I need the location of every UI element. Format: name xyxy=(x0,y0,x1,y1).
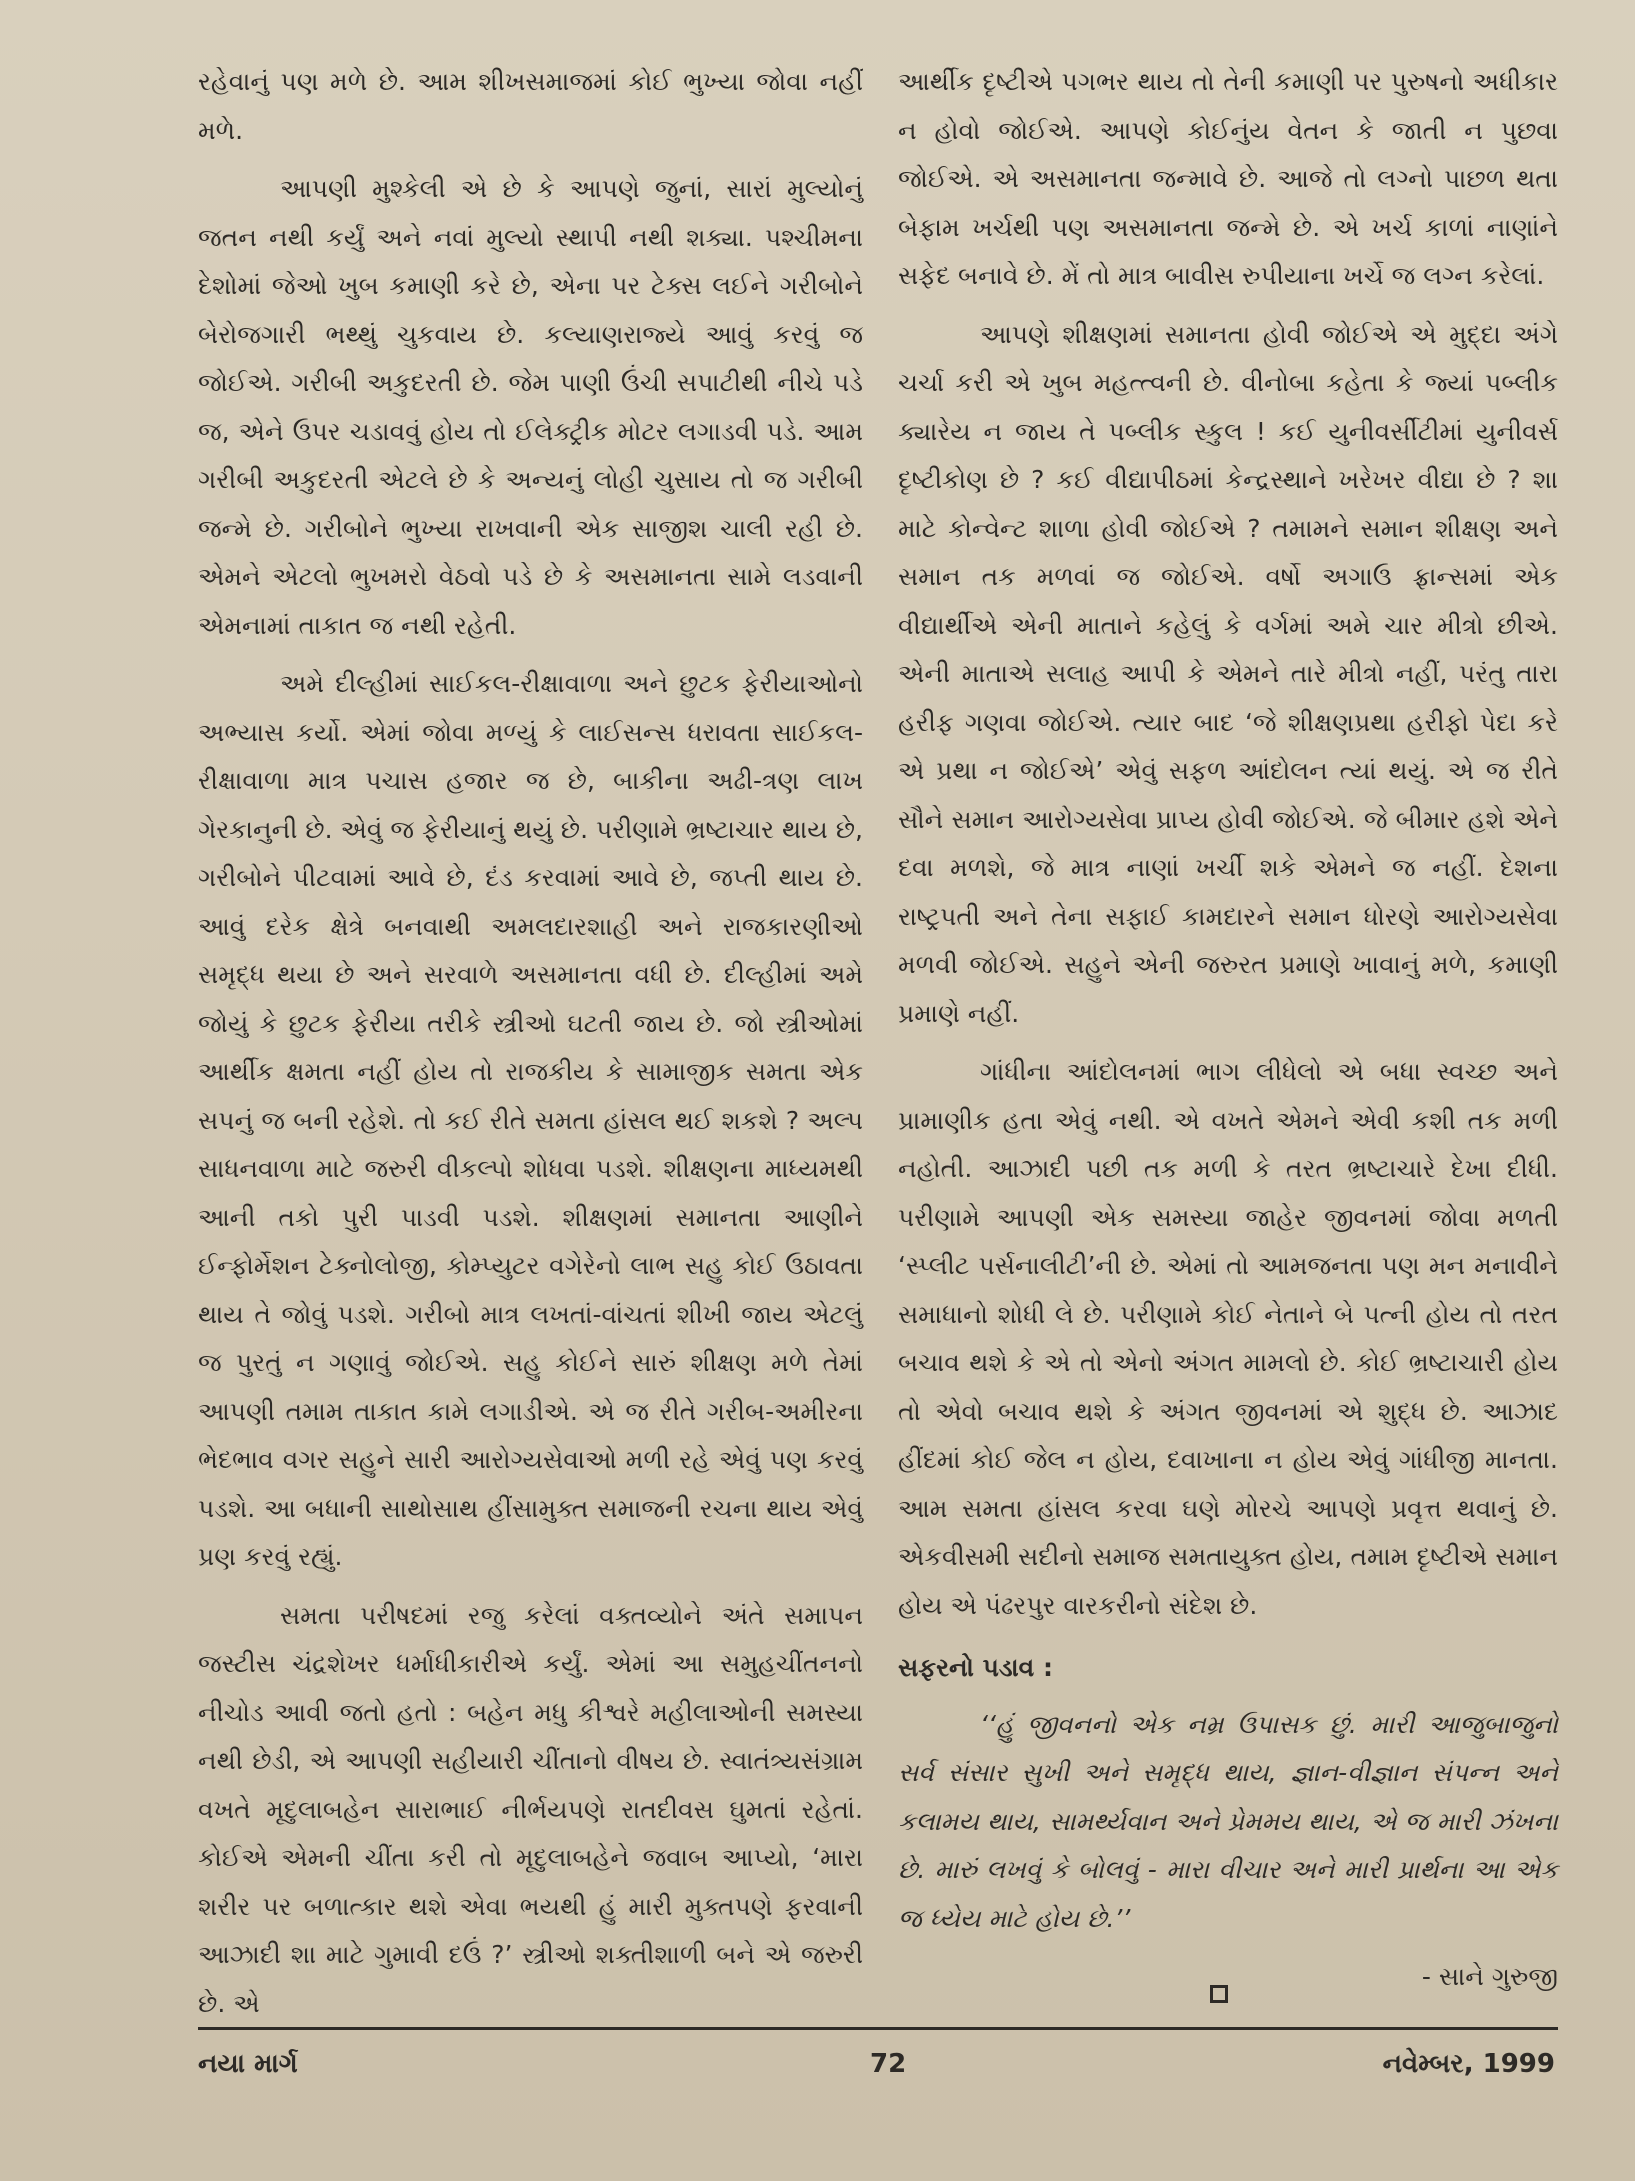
end-of-article-square-icon xyxy=(1210,1985,1228,2003)
footer-divider xyxy=(198,2027,1558,2030)
magazine-name: નયા માર્ગ xyxy=(198,2049,298,2079)
quote: ‘‘હું જીવનનો એક નમ્ર ઉપાસક છું. મારી આજુબાજુનો સર્વ સંસાર સુખી અને સમૃદ્ધ થાય, જ્ઞાન-વીજ્ઞાન સંપન્ન અને કલામય થાય, સામર્થ્યવાન અને પ્રેમમય થાય, એ જ મારી ઝંખના છે. મારું લખવું કે બોલવું - મારા વીચાર અને મારી પ્રાર્થના આ એક જ ધ્યેય માટે હોય છે.’’ xyxy=(898,1709,1558,1933)
left-column xyxy=(198,58,863,2028)
paragraph: અમે દીલ્હીમાં સાઈકલ-રીક્ષાવાળા અને છુટક ફેરીયાઓનો અભ્યાસ કર્યો. એમાં જોવા મળ્યું કે લાઈસન્સ ધરાવતા સાઈકલ-રીક્ષાવાળા માત્ર પચાસ હજાર જ છે, બાકીના અઢી-ત્રણ લાખ ગેરકાનુની છે. એવું જ ફેરીયાનું થયું છે. પરીણામે ભ્રષ્ટાચાર થાય છે, ગરીબોને પીટવામાં આવે છે, દંડ કરવામાં આવે છે, જપ્તી થાય છે. આવું દરેક ક્ષેત્રે બનવાથી અમલદારશાહી અને રાજકારણીઓ સમૃદ્ધ થયા છે અને સરવાળે અસમાનતા વધી છે. દીલ્હીમાં અમે જોયું કે છુટક ફેરીયા તરીકે સ્ત્રીઓ ઘટતી જાય છે. જો સ્ત્રીઓમાં આર્થીક ક્ષમતા નહીં હોય તો રાજકીય કે સામાજીક સમતા એક સપનું જ બની રહેશે. તો કઈ રીતે સમતા હાંસલ થઈ શકશે ? અલ્પ સાધનવાળા માટે જરુરી વીકલ્પો શોધવા પડશે. શીક્ષણના માધ્યમથી આની તકો પુરી પાડવી પડશે. શીક્ષણમાં સમાનતા આણીને ઈન્ફોર્મેશન ટેક્નોલોજી, કોમ્પ્યુટર વગેરેનો લાભ સહુ કોઈ ઉઠાવતા થાય તે જોવું પડશે. ગરીબો માત્ર લખતાં-વાંચતાં શીખી જાય એટલું જ પુરતું ન ગણાવું જોઈએ. સહુ કોઈને સારું શીક્ષણ મળે તેમાં આપણી તમામ તાકાત કામે લગાડીએ. એ જ રીતે ગરીબ-અમીરના ભેદભાવ વગર સહુને સારી આરોગ્યસેવાઓ મળી રહે એવું પણ કરવું પડશે. આ બધાની સાથોસાથ હીંસામુક્ત સમાજની રચના થાય એવું પ્રણ કરવું રહ્યું. xyxy=(198,669,863,1571)
page-number: 72 xyxy=(870,2049,907,2079)
quote-author: - સાને ગુરુજી xyxy=(1421,1962,1558,1991)
paragraph: આર્થીક દૃષ્ટીએ પગભર થાય તો તેની કમાણી પર પુરુષનો અધીકાર ન હોવો જોઈએ. આપણે કોઈનુંય વેતન કે જાતી ન પુછવા જોઈએ. એ અસમાનતા જન્માવે છે. આજે તો લગ્નો પાછળ થતા બેફામ ખર્ચથી પણ અસમાનતા જન્મે છે. એ ખર્ચ કાળાં નાણાંને સફેદ બનાવે છે. મેં તો માત્ર બાવીસ રુપીયાના ખર્ચે જ લગ્ન કરેલાં. xyxy=(898,67,1558,290)
section-heading: સફરનો પડાવ : xyxy=(898,1653,1053,1682)
paragraph: રહેવાનું પણ મળે છે. આમ શીખસમાજમાં કોઈ ભુખ્યા જોવા નહીં મળે. xyxy=(198,67,863,145)
right-column xyxy=(898,58,1558,2002)
paragraph: સમતા પરીષદમાં રજુ કરેલાં વક્તવ્યોને અંતે સમાપન જસ્ટીસ ચંદ્રશેખર ધર્માધીકારીએ કર્યું. એમાં આ સમુહચીંતનનો નીચોડ આવી જતો હતો : બહેન મધુ કીશ્વરે મહીલાઓની સમસ્યા નથી છેડી, એ આપણી સહીયારી ચીંતાનો વીષય છે. સ્વાતંત્ર્યસંગ્રામ વખતે મૃદુલાબહેન સારાભાઈ નીર્ભયપણે રાતદીવસ ઘુમતાં રહેતાં. કોઈએ એમની ચીંતા કરી તો મૃદુલાબહેને જવાબ આપ્યો, ‘મારા શરીર પર બળાત્કાર થશે એવા ભયથી હું મારી મુક્તપણે ફરવાની આઝાદી શા માટે ગુમાવી દઉં ?’ સ્ત્રીઓ શક્તીશાળી બને એ જરુરી છે. એ xyxy=(198,1600,863,2018)
paragraph: આપણે શીક્ષણમાં સમાનતા હોવી જોઈએ એ મુદ્દા અંગે ચર્ચા કરી એ ખુબ મહત્ત્વની છે. વીનોબા કહેતા કે જ્યાં પબ્લીક ક્યારેય ન જાય તે પબ્લીક સ્કુલ ! કઈ યુનીવર્સીટીમાં યુનીવર્સ દૃષ્ટીકોણ છે ? કઈ વીદ્યાપીઠમાં કેન્દ્રસ્થાને ખરેખર વીદ્યા છે ? શા માટે કોન્વેન્ટ શાળા હોવી જોઈએ ? તમામને સમાન શીક્ષણ અને સમાન તક મળવાં જ જોઈએ. વર્ષો અગાઉ ફ્રાન્સમાં એક વીદ્યાર્થીએ એની માતાને કહેલું કે વર્ગમાં અમે ચાર મીત્રો છીએ. એની માતાએ સલાહ આપી કે એમને તારે મીત્રો નહીં, પરંતુ તારા હરીફ ગણવા જોઈએ. ત્યાર બાદ ‘જે શીક્ષણપ્રથા હરીફો પેદા કરે એ પ્રથા ન જોઈએ’ એવું સફળ આંદોલન ત્યાં થયું. એ જ રીતે સૌને સમાન આરોગ્યસેવા પ્રાપ્ય હોવી જોઈએ. જે બીમાર હશે એને દવા મળશે, જે માત્ર નાણાં ખર્ચી શકે એમને જ નહીં. દેશના રાષ્ટ્રપતી અને તેના સફાઈ કામદારને સમાન ધોરણે આરોગ્યસેવા મળવી જોઈએ. સહુને એની જરુરત પ્રમાણે ખાવાનું મળે, કમાણી પ્રમાણે નહીં. xyxy=(898,319,1558,1028)
issue-date: નવેમ્બર, 1999 xyxy=(1382,2049,1555,2079)
paragraph: આપણી મુશ્કેલી એ છે કે આપણે જુનાં, સારાં મુલ્યોનું જતન નથી કર્યું અને નવાં મુલ્યો સ્થાપી નથી શક્યા. પશ્ચીમના દેશોમાં જેઓ ખુબ કમાણી કરે છે, એના પર ટેક્સ લઈને ગરીબોને બેરોજગારી ભથ્થું ચુકવાય છે. કલ્યાણરાજ્યે આવું કરવું જ જોઈએ. ગરીબી અકુદરતી છે. જેમ પાણી ઉંચી સપાટીથી નીચે પડે જ, એને ઉપર ચડાવવું હોય તો ઈલેક્ટ્રીક મોટર લગાડવી પડે. આમ ગરીબી અકુદરતી એટલે છે કે અન્યનું લોહી ચુસાય તો જ ગરીબી જન્મે છે. ગરીબોને ભુખ્યા રાખવાની એક સાજીશ ચાલી રહી છે. એમને એટલો ભુખમરો વેઠવો પડે છે કે અસમાનતા સામે લડવાની એમનામાં તાકાત જ નથી રહેતી. xyxy=(198,174,863,640)
paragraph: ગાંધીના આંદોલનમાં ભાગ લીધેલો એ બધા સ્વચ્છ અને પ્રામાણીક હતા એવું નથી. એ વખતે એમને એવી કશી તક મળી નહોતી. આઝાદી પછી તક મળી કે તરત ભ્રષ્ટાચારે દેખા દીધી. પરીણામે આપણી એક સમસ્યા જાહેર જીવનમાં જોવા મળતી ‘સ્પ્લીટ પર્સનાલીટી’ની છે. એમાં તો આમજનતા પણ મન મનાવીને સમાધાનો શોધી લે છે. પરીણામે કોઈ નેતાને બે પત્ની હોય તો તરત બચાવ થશે કે એ તો એનો અંગત મામલો છે. કોઈ ભ્રષ્ટાચારી હોય તો એવો બચાવ થશે કે અંગત જીવનમાં એ શુદ્ધ છે. આઝાદ હીંદમાં કોઈ જેલ ન હોય, દવાખાના ન હોય એવું ગાંધીજી માનતા. આમ સમતા હાંસલ કરવા ઘણે મોરચે આપણે પ્રવૃત્ત થવાનું છે. એકવીસમી સદીનો સમાજ સમતાયુક્ત હોય, તમામ દૃષ્ટીએ સમાન હોય એ પંઢરપુર વારકરીનો સંદેશ છે. xyxy=(898,1057,1558,1620)
